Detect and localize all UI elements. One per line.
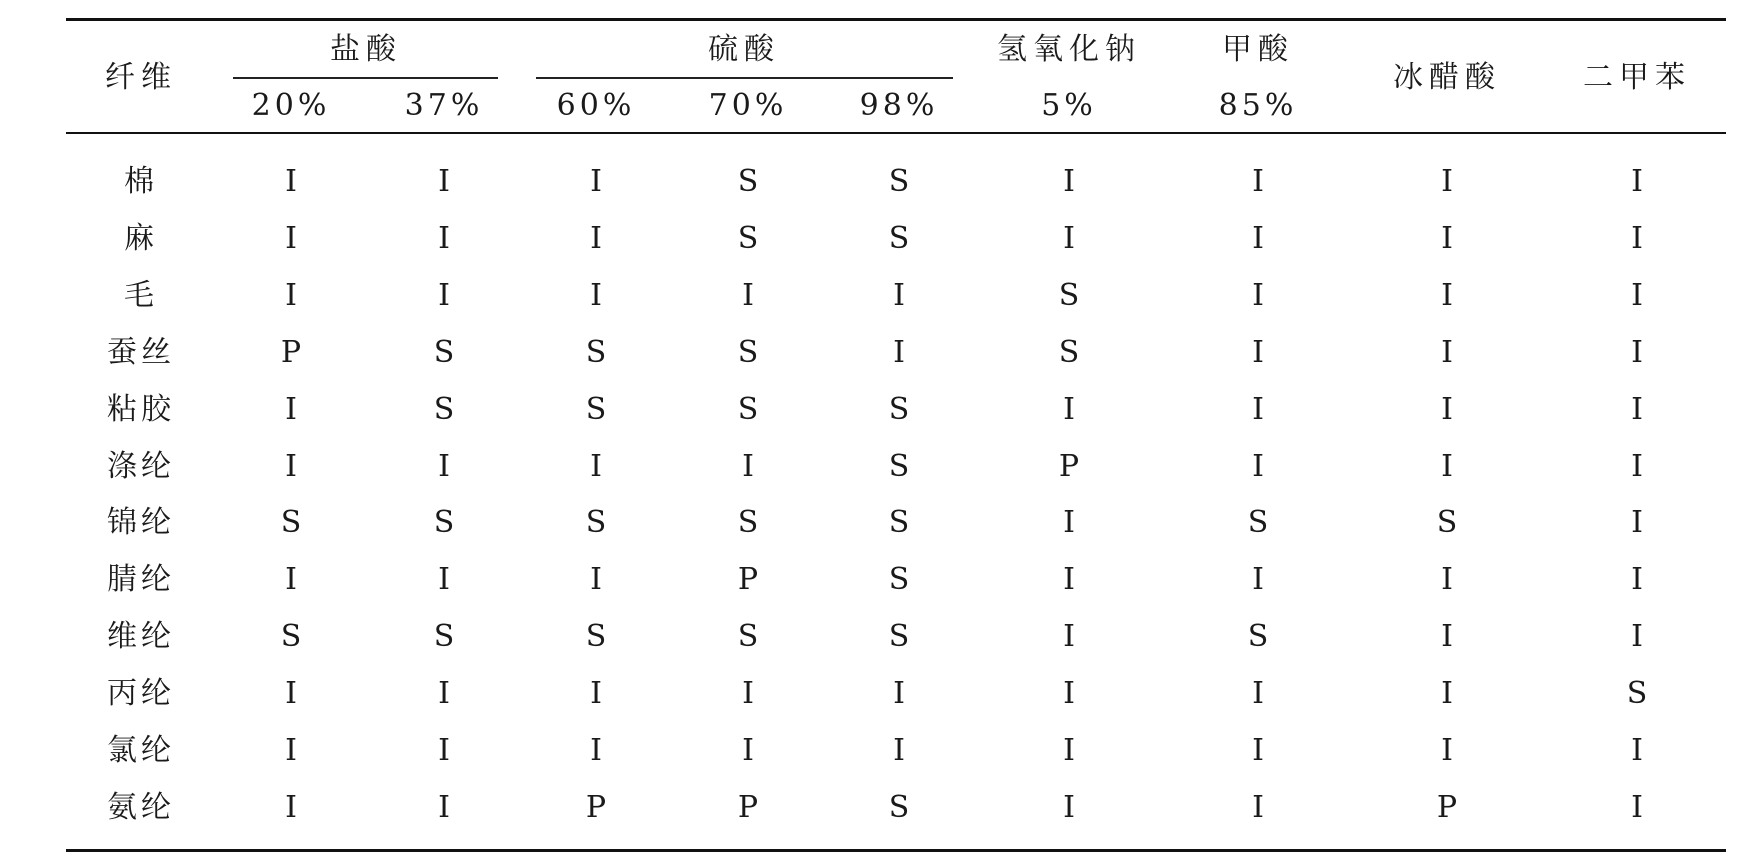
table-cell: I [1252, 733, 1264, 768]
table-cell: I [1063, 619, 1075, 655]
table-cell: I [285, 676, 297, 712]
row-fiber-label: 蚕丝 [107, 334, 175, 370]
table-cell: I [893, 733, 905, 768]
table-cell: I [1252, 562, 1264, 598]
table-cell: S [585, 505, 607, 541]
table-cell: I [438, 789, 450, 825]
table-cell: I [893, 676, 905, 712]
table-cell: S [1058, 334, 1080, 370]
table-cell: I [285, 277, 297, 313]
table-cell: I [742, 448, 754, 484]
table-cell: I [1441, 562, 1453, 598]
table-cell: S [585, 619, 607, 655]
table-cell: P [280, 334, 302, 370]
table-cell: I [590, 220, 602, 256]
row-fiber-label: 麻 [124, 220, 158, 256]
table-cell: I [590, 562, 602, 598]
table-cell: I [1441, 391, 1453, 427]
table-cell: S [280, 619, 302, 655]
table-cell: I [1631, 391, 1643, 427]
table-cell: I [1441, 164, 1453, 199]
table-cell: S [737, 164, 759, 199]
subheader-concentration: 85% [1218, 88, 1298, 123]
row-fiber-label: 氯纶 [107, 733, 175, 768]
table-cell: S [433, 619, 455, 655]
table-cell: S [280, 505, 302, 541]
table-cell: I [1252, 448, 1264, 484]
table-cell: I [285, 733, 297, 768]
table-cell: I [590, 164, 602, 199]
subheader-concentration: 60% [556, 88, 636, 123]
table-cell: S [585, 391, 607, 427]
table-cell: I [742, 676, 754, 712]
table-cell: I [1441, 277, 1453, 313]
table-cell: I [1441, 448, 1453, 484]
table-cell: I [742, 733, 754, 768]
row-fiber-label: 氨纶 [107, 789, 175, 825]
table-cell: I [1252, 391, 1264, 427]
sulfuric-acid-underline [536, 77, 953, 79]
table-cell: I [1631, 448, 1643, 484]
table-cell: S [585, 334, 607, 370]
table-cell: S [1436, 505, 1458, 541]
header-hydrochloric-acid: 盐酸 [330, 32, 402, 67]
table-cell: I [438, 220, 450, 256]
table-cell: I [1063, 676, 1075, 712]
row-fiber-label: 锦纶 [107, 505, 175, 541]
table-cell: I [438, 676, 450, 712]
table-cell: I [1063, 391, 1075, 427]
table-cell: I [1631, 220, 1643, 256]
table-cell: I [285, 562, 297, 598]
table-cell: I [285, 220, 297, 256]
header-glacial-acetic-acid: 冰醋酸 [1393, 60, 1501, 95]
table-cell: I [285, 164, 297, 199]
table-cell: S [888, 505, 910, 541]
table-cell: P [737, 789, 759, 825]
table-cell: S [1626, 676, 1648, 712]
table-cell: S [1058, 277, 1080, 313]
table-cell: I [1063, 789, 1075, 825]
table-cell: S [737, 220, 759, 256]
table-cell: I [1441, 334, 1453, 370]
table-cell: I [1063, 164, 1075, 199]
table-cell: I [1441, 220, 1453, 256]
table-bottom-rule [66, 849, 1726, 852]
table-top-rule [66, 18, 1726, 21]
table-cell: I [742, 277, 754, 313]
table-cell: S [888, 220, 910, 256]
table-cell: I [438, 277, 450, 313]
table-cell: S [1247, 619, 1269, 655]
table-cell: I [1063, 733, 1075, 768]
row-fiber-label: 棉 [124, 164, 158, 199]
table-cell: I [285, 448, 297, 484]
subheader-concentration: 5% [1041, 88, 1097, 123]
table-cell: I [1252, 789, 1264, 825]
table-cell: I [1252, 164, 1264, 199]
table-cell: S [737, 619, 759, 655]
table-cell: I [893, 277, 905, 313]
table-cell: S [888, 391, 910, 427]
table-cell: I [285, 391, 297, 427]
table-cell: I [1252, 220, 1264, 256]
table-header-rule [66, 132, 1726, 134]
table-cell: I [1252, 676, 1264, 712]
table-cell: P [737, 562, 759, 598]
table-cell: I [590, 448, 602, 484]
table-cell: I [1441, 619, 1453, 655]
row-fiber-label: 维纶 [107, 619, 175, 655]
row-fiber-label: 涤纶 [107, 448, 175, 484]
table-cell: S [888, 448, 910, 484]
table-cell: I [1631, 619, 1643, 655]
header-fiber: 纤维 [105, 60, 177, 95]
table-cell: I [438, 448, 450, 484]
table-cell: S [1247, 505, 1269, 541]
table-cell: I [1252, 277, 1264, 313]
table-cell: I [1631, 789, 1643, 825]
table-cell: I [438, 562, 450, 598]
table-cell: P [1058, 448, 1080, 484]
table-cell: S [433, 505, 455, 541]
table-cell: S [888, 789, 910, 825]
table-cell: P [585, 789, 607, 825]
subheader-concentration: 37% [404, 88, 484, 123]
table-cell: I [1631, 505, 1643, 541]
table-cell: I [1631, 334, 1643, 370]
table-cell: I [1063, 505, 1075, 541]
table-cell: I [1441, 733, 1453, 768]
table-cell: I [1631, 277, 1643, 313]
subheader-concentration: 70% [708, 88, 788, 123]
header-xylene: 二甲苯 [1583, 60, 1691, 95]
table-cell: S [737, 334, 759, 370]
table-cell: P [1436, 789, 1458, 825]
table-cell: S [433, 391, 455, 427]
table-cell: S [433, 334, 455, 370]
table-cell: I [590, 676, 602, 712]
table-cell: I [438, 164, 450, 199]
table-cell: I [1631, 733, 1643, 768]
subheader-concentration: 20% [251, 88, 331, 123]
subheader-concentration: 98% [859, 88, 939, 123]
table-cell: I [590, 733, 602, 768]
row-fiber-label: 丙纶 [107, 676, 175, 712]
table-cell: I [590, 277, 602, 313]
header-sodium-hydroxide: 氢氧化钠 [997, 32, 1141, 67]
table-cell: I [893, 334, 905, 370]
hydrochloric-acid-underline [233, 77, 498, 79]
table-cell: I [1631, 164, 1643, 199]
table-cell: I [438, 733, 450, 768]
table-cell: I [1063, 220, 1075, 256]
table-cell: S [737, 505, 759, 541]
table-cell: S [888, 164, 910, 199]
header-sulfuric-acid: 硫酸 [708, 32, 780, 67]
table-cell: I [1441, 676, 1453, 712]
row-fiber-label: 腈纶 [107, 562, 175, 598]
row-fiber-label: 粘胶 [107, 391, 175, 427]
row-fiber-label: 毛 [124, 277, 158, 313]
table-cell: I [1252, 334, 1264, 370]
header-formic-acid: 甲酸 [1222, 32, 1294, 67]
table-cell: S [888, 562, 910, 598]
table-cell: I [1063, 562, 1075, 598]
table-cell: S [888, 619, 910, 655]
table-cell: I [285, 789, 297, 825]
table-cell: I [1631, 562, 1643, 598]
table-cell: S [737, 391, 759, 427]
